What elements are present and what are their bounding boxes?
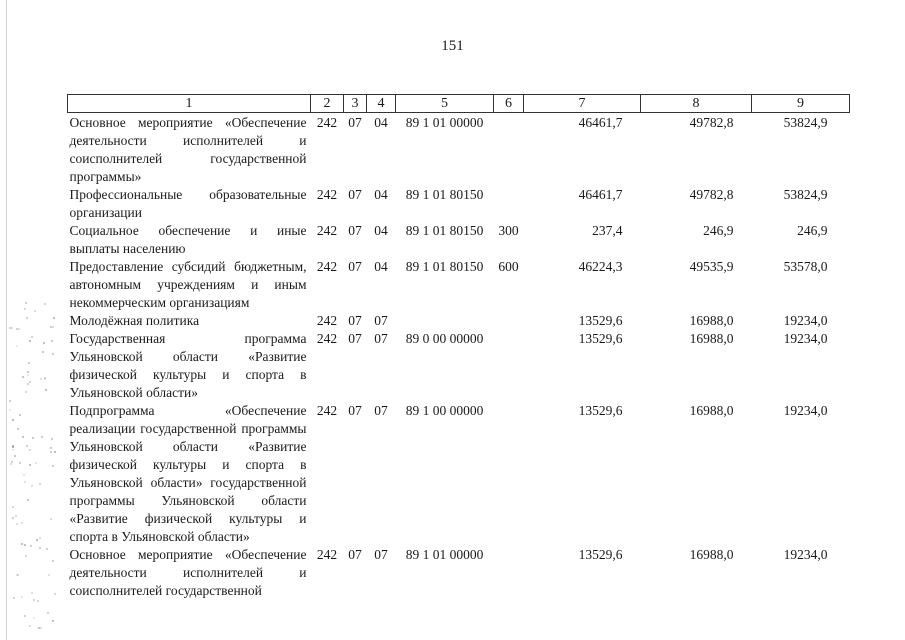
scan-speck	[19, 414, 21, 416]
scan-speck	[52, 326, 54, 328]
header-col-8: 8	[641, 95, 752, 113]
scan-speck	[21, 596, 23, 598]
row-value-col8: 49782,8	[689, 115, 734, 130]
row-value-col7: 237,4	[592, 223, 623, 238]
row-ministry: 242	[316, 259, 338, 274]
scan-speck	[12, 449, 14, 451]
scan-speck	[11, 327, 13, 329]
scan-speck	[52, 353, 54, 355]
row-expense-type: 300	[498, 223, 519, 238]
scan-speck	[9, 400, 11, 402]
scan-speck	[40, 378, 42, 380]
scan-speck	[52, 465, 54, 467]
row-section: 07	[348, 115, 362, 130]
scan-speck	[24, 615, 26, 617]
header-col-5: 5	[396, 95, 494, 113]
scan-speck	[28, 362, 30, 364]
scan-speck	[51, 438, 53, 440]
row-description: Основное мероприятие «Обеспечение деятельности исполнителей и соисполнителей государственной программы»	[69, 115, 307, 184]
scan-speck	[15, 515, 17, 517]
scan-speck	[12, 445, 14, 447]
row-value-col8: 246,9	[703, 223, 734, 238]
row-section: 07	[348, 403, 362, 418]
scan-speck	[17, 428, 19, 430]
scan-speck	[26, 317, 28, 319]
scan-speck	[51, 340, 53, 342]
row-target-code: 89 1 00 00000	[405, 403, 484, 418]
scan-speck	[53, 317, 55, 319]
row-target-code	[396, 312, 494, 330]
scan-speck	[9, 409, 11, 411]
row-value-col9: 19234,0	[783, 403, 828, 418]
row-section: 07	[348, 547, 362, 562]
row-value-col9: 246,9	[797, 223, 828, 238]
row-value-col9: 53824,9	[783, 115, 828, 130]
scan-speck	[50, 447, 52, 449]
scan-speck	[29, 381, 31, 383]
row-value-col9: 53824,9	[783, 187, 828, 202]
row-expense-type: 600	[498, 259, 519, 274]
row-target-code: 89 1 01 00000	[405, 115, 484, 130]
header-col-7: 7	[524, 95, 641, 113]
row-target-code: 89 1 01 80150	[405, 259, 484, 274]
header-col-3: 3	[344, 95, 367, 113]
row-section: 07	[348, 187, 362, 202]
scan-noise	[0, 0, 60, 640]
row-value-col7: 13529,6	[578, 403, 623, 418]
scan-speck	[12, 517, 14, 519]
row-value-col7: 13529,6	[578, 331, 623, 346]
scan-speck	[13, 597, 15, 599]
scan-speck	[17, 574, 19, 576]
scan-speck	[50, 326, 52, 328]
scan-speck	[32, 437, 34, 439]
row-target-code: 89 1 01 00000	[405, 547, 484, 562]
row-subsection: 07	[374, 547, 388, 562]
scan-speck	[23, 474, 25, 476]
scan-speck	[36, 539, 38, 541]
scan-speck	[16, 523, 18, 525]
row-expense-type	[494, 312, 524, 330]
scan-speck	[34, 310, 36, 312]
row-subsection: 04	[374, 259, 388, 274]
row-ministry: 242	[316, 331, 338, 346]
scan-speck	[27, 371, 29, 373]
scan-speck	[43, 342, 45, 344]
table-row	[68, 186, 850, 222]
scan-speck	[37, 600, 39, 602]
page-number: 151	[441, 38, 464, 54]
scan-speck	[44, 303, 46, 305]
scan-speck	[50, 451, 52, 453]
row-section: 07	[348, 313, 362, 328]
scan-speck	[52, 620, 54, 622]
row-description: Молодёжная политика	[69, 313, 200, 328]
table-row	[68, 402, 850, 546]
scan-speck	[10, 463, 12, 465]
scan-speck	[31, 485, 33, 487]
budget-table	[67, 94, 850, 600]
scan-speck	[27, 374, 29, 376]
row-expense-type	[494, 546, 524, 600]
row-expense-type	[494, 186, 524, 222]
row-value-col7: 13529,6	[578, 547, 623, 562]
row-description: Социальное обеспечение и иные выплаты населению	[69, 223, 307, 256]
scan-speck	[52, 560, 54, 562]
scan-speck	[50, 518, 52, 520]
row-target-code: 89 1 01 80150	[405, 187, 484, 202]
row-value-col9: 19234,0	[783, 331, 828, 346]
scan-speck	[12, 506, 14, 508]
scan-speck	[11, 461, 13, 463]
row-value-col7: 46461,7	[578, 187, 623, 202]
scan-speck	[24, 544, 26, 546]
table-row	[68, 222, 850, 258]
scan-speck	[38, 627, 40, 629]
row-description: Предоставление субсидий бюджетным, автономным учреждениям и иным некоммерческим организациям	[69, 259, 307, 310]
row-description: Государственная программа Ульяновской области «Развитие физической культуры и спорта в Ульяновской области»	[69, 331, 307, 400]
scan-speck	[29, 464, 31, 466]
scan-speck	[29, 625, 31, 627]
scan-speck	[42, 351, 44, 353]
scan-speck	[47, 612, 49, 614]
row-ministry: 242	[316, 403, 338, 418]
row-subsection: 04	[374, 115, 388, 130]
scan-speck	[9, 327, 11, 329]
scan-speck	[44, 378, 46, 380]
row-value-col8: 16988,0	[689, 403, 734, 418]
row-subsection: 04	[374, 223, 388, 238]
row-value-col8: 16988,0	[689, 331, 734, 346]
scan-speck	[40, 627, 42, 629]
scan-speck	[35, 462, 37, 464]
scan-speck	[33, 617, 35, 619]
scan-speck	[14, 455, 16, 457]
scan-speck	[31, 336, 33, 338]
row-value-col9: 53578,0	[783, 259, 828, 274]
scan-speck	[16, 574, 18, 576]
scan-speck	[25, 302, 27, 304]
scan-speck	[45, 389, 47, 391]
scan-speck	[26, 445, 28, 447]
scan-speck	[24, 481, 26, 483]
row-expense-type	[494, 402, 524, 546]
row-ministry: 242	[316, 223, 338, 238]
scan-speck	[27, 499, 29, 501]
table-row	[68, 546, 850, 600]
scan-speck	[18, 328, 20, 330]
row-section: 07	[348, 223, 362, 238]
scan-speck	[22, 376, 24, 378]
scan-speck	[48, 574, 50, 576]
row-value-col9: 19234,0	[783, 547, 828, 562]
row-target-code: 89 1 01 80150	[405, 223, 484, 238]
row-expense-type	[494, 113, 524, 187]
scan-speck	[39, 547, 41, 549]
row-ministry: 242	[316, 115, 338, 130]
row-section: 07	[348, 259, 362, 274]
scan-speck	[25, 555, 27, 557]
scan-speck	[27, 383, 29, 385]
scan-speck	[16, 345, 18, 347]
table-row	[68, 113, 850, 187]
row-subsection: 04	[374, 187, 388, 202]
scan-speck	[54, 593, 56, 595]
row-ministry: 242	[316, 313, 338, 328]
table-row	[68, 330, 850, 402]
scan-speck	[29, 449, 31, 451]
row-description: Профессиональные образовательные организации	[69, 187, 307, 220]
header-col-4: 4	[367, 95, 396, 113]
scan-speck	[30, 545, 32, 547]
header-col-1: 1	[68, 95, 311, 113]
row-subsection: 07	[374, 403, 388, 418]
scan-speck	[12, 446, 14, 448]
scan-speck	[33, 599, 35, 601]
row-description: Подпрограмма «Обеспечение реализации государственной программы Ульяновской области «Развитие физической культуры и спорта в Ульяновской области» государственной программы Ульяновской области «Развитие физической культуры и спорта в Ульяновской области»	[69, 403, 307, 544]
row-target-code: 89 0 00 00000	[405, 331, 484, 346]
table-header-row	[68, 95, 850, 113]
scan-speck	[29, 340, 31, 342]
scan-speck	[21, 543, 23, 545]
scan-speck	[39, 537, 41, 539]
table-row	[68, 312, 850, 330]
row-ministry: 242	[316, 547, 338, 562]
scan-left-border	[6, 0, 7, 640]
scan-speck	[19, 462, 21, 464]
scan-speck	[39, 483, 41, 485]
row-value-col8: 16988,0	[689, 313, 734, 328]
scan-speck	[46, 548, 48, 550]
row-value-col8: 49782,8	[689, 187, 734, 202]
scan-speck	[54, 451, 56, 453]
row-value-col7: 46224,3	[578, 259, 623, 274]
scan-speck	[31, 592, 33, 594]
scan-speck	[21, 522, 23, 524]
scan-speck	[12, 419, 14, 421]
scan-speck	[25, 391, 27, 393]
row-value-col7: 13529,6	[578, 313, 623, 328]
scan-speck	[44, 377, 46, 379]
row-value-col7: 46461,7	[578, 115, 623, 130]
row-subsection: 07	[374, 331, 388, 346]
header-col-2: 2	[311, 95, 344, 113]
scan-speck	[24, 308, 26, 310]
row-value-col8: 49535,9	[689, 259, 734, 274]
scan-speck	[22, 436, 24, 438]
row-description: Основное мероприятие «Обеспечение деятельности исполнителей и соисполнителей государственной	[69, 547, 307, 598]
row-section: 07	[348, 331, 362, 346]
header-col-6: 6	[494, 95, 524, 113]
row-value-col8: 16988,0	[689, 547, 734, 562]
scan-speck	[41, 436, 43, 438]
row-ministry: 242	[316, 187, 338, 202]
header-col-9: 9	[752, 95, 850, 113]
row-value-col9: 19234,0	[783, 313, 828, 328]
table-row	[68, 258, 850, 312]
scan-speck	[16, 328, 18, 330]
row-subsection: 07	[374, 313, 388, 328]
row-expense-type	[494, 330, 524, 402]
